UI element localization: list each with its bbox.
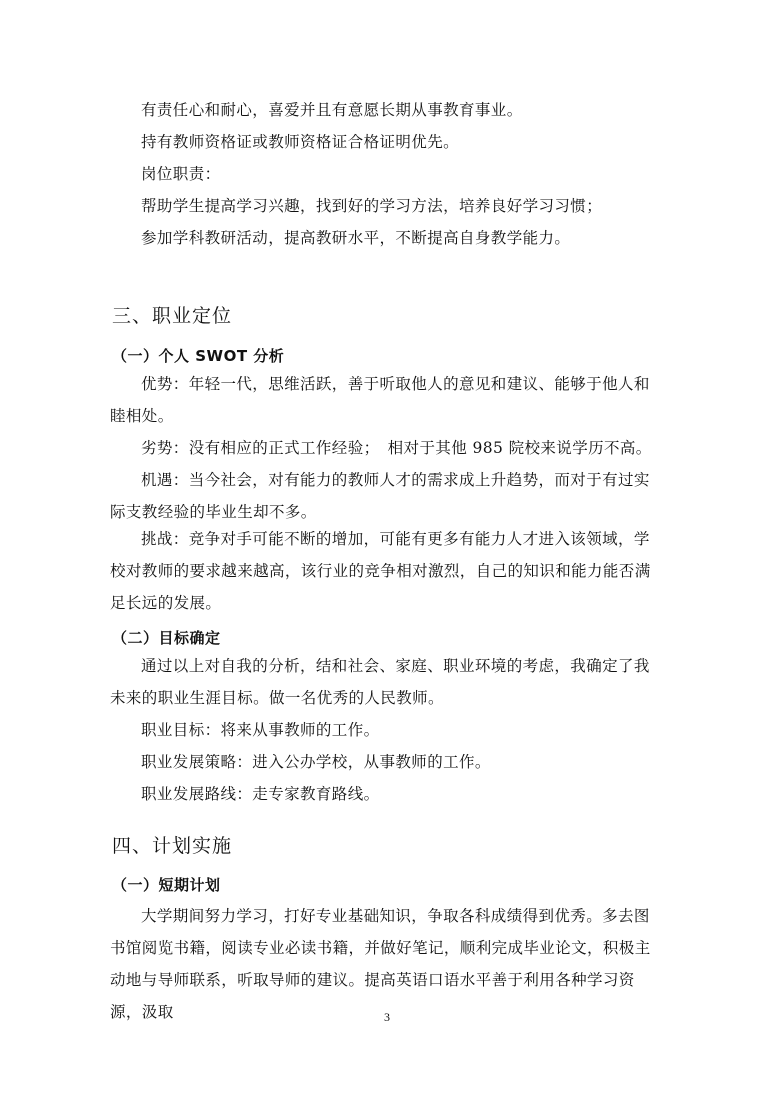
paragraph-duties-label: 岗位职责： [141, 165, 221, 183]
paragraph-duty-2: 参加学科教研活动，提高教研水平，不断提高自身教学能力。 [141, 229, 571, 247]
paragraph-opportunities: 机遇：当今社会，对有能力的教师人才的需求成上升趋势，而对于有过实际支教经验的毕业生却不多。 [110, 471, 650, 521]
paragraph-threats: 挑战：竞争对手可能不断的增加，可能有更多有能力人才进入该领域，学校对教师的要求越来越高，该行业的竞争相对激烈，自己的知识和能力能否满足长远的发展。 [110, 530, 651, 612]
paragraph-certificate: 持有教师资格证或教师资格证合格证明优先。 [141, 133, 460, 151]
subsection-heading-swot: （一）个人 SWOT 分析 [112, 347, 285, 365]
paragraph-career-strategy: 职业发展策略：进入公办学校，从事教师的工作。 [141, 753, 491, 771]
paragraph-strengths: 优势：年轻一代，思维活跃，善于听取他人的意见和建议、能够于他人和睦相处。 [110, 375, 650, 425]
subsection-heading-short-term: （一）短期计划 [112, 876, 221, 894]
paragraph-responsibility: 有责任心和耐心，喜爱并且有意愿长期从事教育事业。 [141, 101, 523, 119]
subsection-heading-goal: （二）目标确定 [112, 629, 221, 647]
paragraph-duty-1: 帮助学生提高学习兴趣，找到好的学习方法，培养良好学习习惯； [141, 197, 603, 215]
paragraph-short-term-plan: 大学期间努力学习，打好专业基础知识，争取各科成绩得到优秀。多去图书馆阅览书籍，阅读专业必读书籍，并做好笔记，顺利完成毕业论文，积极主动地与导师联系，听取导师的建议。提高英语口语水平善于利用各种学习资源，汲取 [110, 907, 651, 1021]
paragraph-goal-analysis: 通过以上对自我的分析，结和社会、家庭、职业环境的考虑，我确定了我未来的职业生涯目标。做一名优秀的人民教师。 [110, 657, 650, 707]
paragraph-career-route: 职业发展路线：走专家教育路线。 [141, 785, 380, 803]
paragraph-weaknesses: 劣势：没有相应的正式工作经验； 相对于其他 985 院校来说学历不高。 [141, 439, 652, 457]
paragraph-career-goal: 职业目标：将来从事教师的工作。 [141, 721, 380, 739]
section-heading-plan-implementation: 四、计划实施 [112, 835, 233, 857]
section-heading-career-positioning: 三、职业定位 [112, 305, 233, 327]
page-number: 3 [384, 1010, 390, 1024]
